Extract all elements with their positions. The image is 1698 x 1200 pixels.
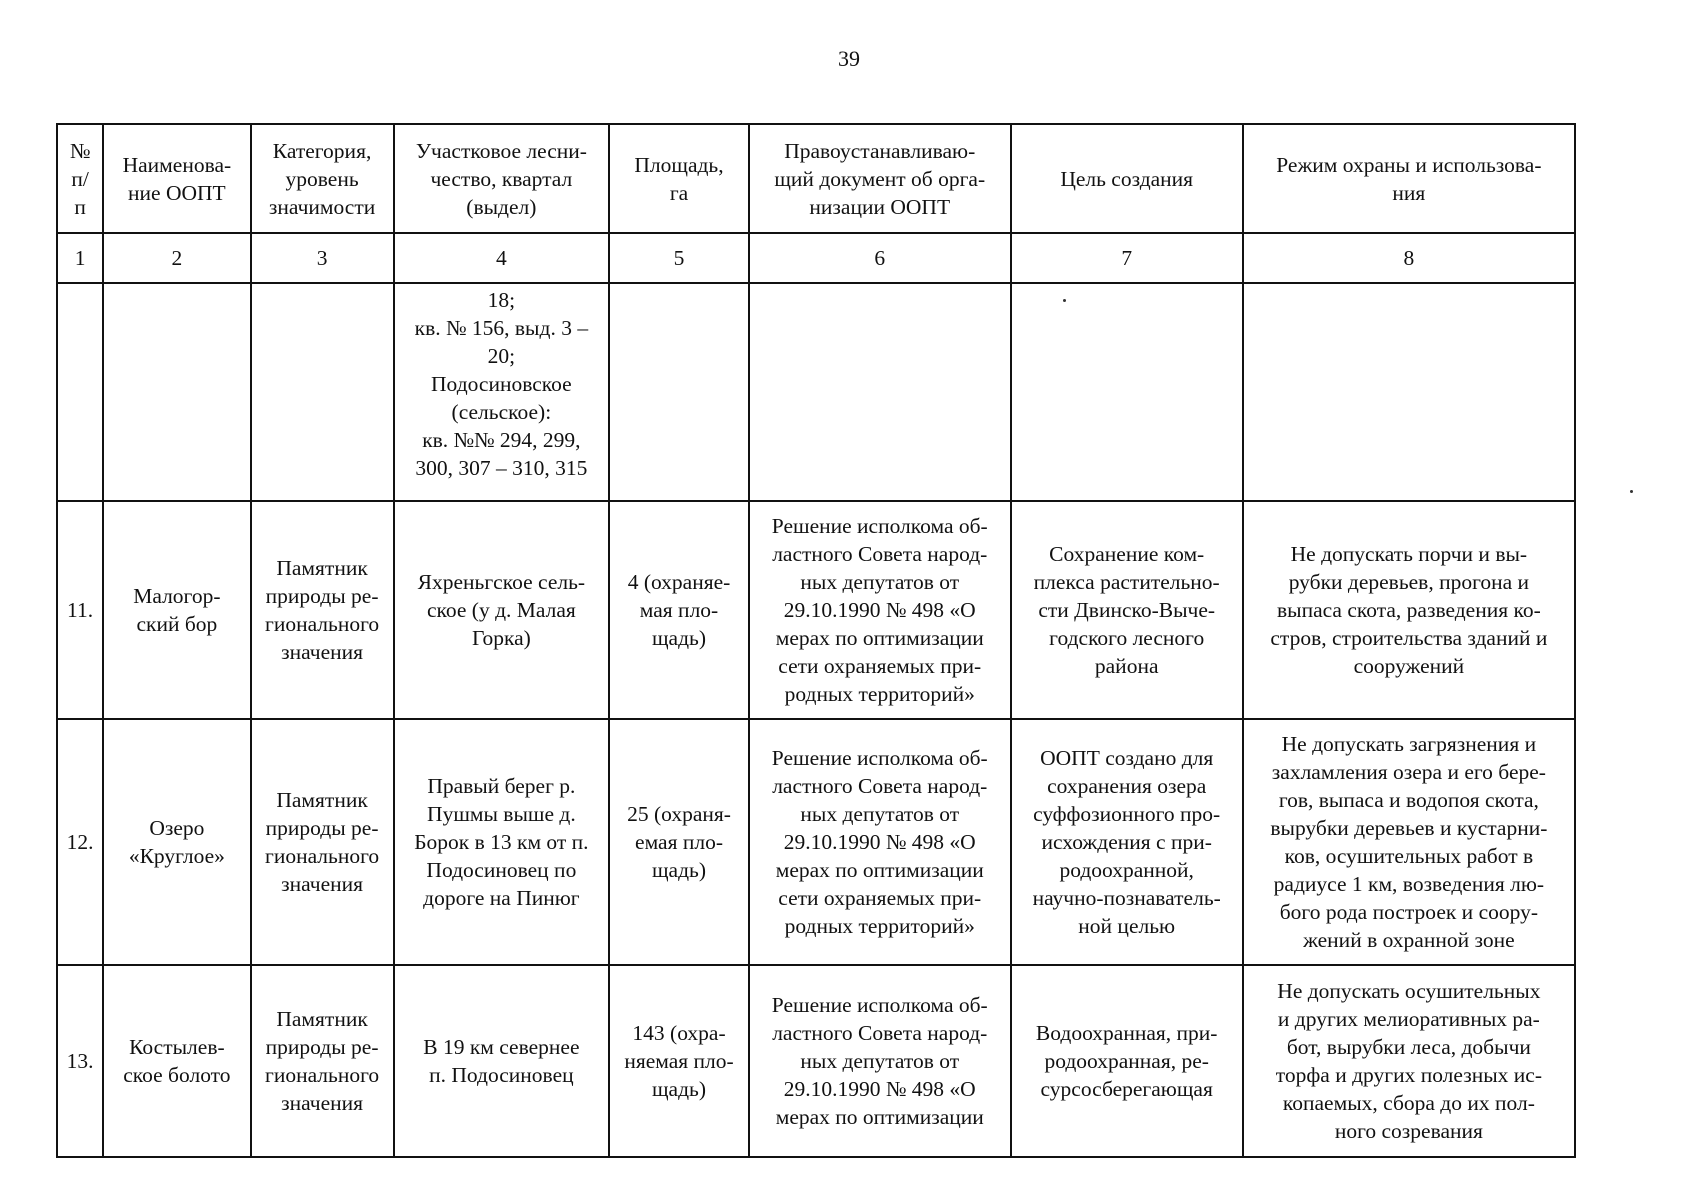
column-number-cell: 5 — [609, 233, 749, 283]
table-header-row — [57, 124, 1575, 233]
table-cell-name: Малогор- ский бор — [103, 501, 250, 719]
page-number: 39 — [838, 46, 860, 71]
header-cell-purpose: Цель создания — [1011, 124, 1243, 233]
table-cell — [609, 283, 749, 501]
table-cell-forestry: В 19 км севернее п. Подосиновец — [394, 965, 610, 1157]
table-cell-number: 12. — [57, 719, 103, 965]
table-cell-forestry: 18; кв. № 156, выд. 3 – 20; Подосиновское (сельское): кв. №№ 294, 299, 300, 307 – 310, 315 — [394, 283, 610, 501]
column-number-cell: 2 — [103, 233, 250, 283]
table-row-continuation — [57, 283, 1575, 501]
table-cell-name: Костылев- ское болото — [103, 965, 250, 1157]
column-number-cell: 1 — [57, 233, 103, 283]
table-row — [57, 965, 1575, 1157]
header-cell-category: Категория, уровень значимости — [251, 124, 394, 233]
table-cell-forestry: Правый берег р. Пушмы выше д. Борок в 13 км от п. Подосиновец по дороге на Пинюг — [394, 719, 610, 965]
table-cell-document: Решение исполкома об- ластного Совета народ- ных депутатов от 29.10.1990 № 498 «О мерах по оптимизации сети охраняемых при- родных территорий» — [749, 719, 1011, 965]
header-cell-name: Наименова- ние ООПТ — [103, 124, 250, 233]
table-cell-category: Памятник природы ре- гионального значения — [251, 719, 394, 965]
header-cell-number: № п/ п — [57, 124, 103, 233]
table-cell-number: 11. — [57, 501, 103, 719]
table-row — [57, 501, 1575, 719]
oopt-table — [56, 123, 1576, 1158]
scan-speck — [1630, 490, 1633, 493]
column-number-cell: 8 — [1243, 233, 1575, 283]
table-cell-area: 4 (охраняе- мая пло- щадь) — [609, 501, 749, 719]
header-cell-regime: Режим охраны и использова- ния — [1243, 124, 1575, 233]
header-cell-area: Площадь, га — [609, 124, 749, 233]
table-cell — [57, 283, 103, 501]
table-cell-document: Решение исполкома об- ластного Совета народ- ных депутатов от 29.10.1990 № 498 «О мерах по оптимизации — [749, 965, 1011, 1157]
table-cell-category: Памятник природы ре- гионального значения — [251, 501, 394, 719]
table-cell-regime: Не допускать загрязнения и захламления озера и его бере- гов, выпаса и водопоя скота, вырубки деревьев и кустарни- ков, осушительных работ в радиусе 1 км, возведения лю- бого рода построек и соору- жений в охранной зоне — [1243, 719, 1575, 965]
table-cell-purpose: ООПТ создано для сохранения озера суффозионного про- исхождения с при- родоохранной, научно-познаватель- ной целью — [1011, 719, 1243, 965]
column-number-cell: 6 — [749, 233, 1011, 283]
table-cell-document: Решение исполкома об- ластного Совета народ- ных депутатов от 29.10.1990 № 498 «О мерах по оптимизации сети охраняемых при- родных территорий» — [749, 501, 1011, 719]
table-cell-regime: Не допускать порчи и вы- рубки деревьев, прогона и выпаса скота, разведения ко- стров, строительства зданий и сооружений — [1243, 501, 1575, 719]
column-numbers-row — [57, 233, 1575, 283]
table-cell-name: Озеро «Круглое» — [103, 719, 250, 965]
table-cell-forestry: Яхреньгское сель- ское (у д. Малая Горка) — [394, 501, 610, 719]
column-number-cell: 3 — [251, 233, 394, 283]
scan-speck — [1063, 299, 1066, 302]
table-cell — [103, 283, 250, 501]
table-cell — [251, 283, 394, 501]
table-row — [57, 719, 1575, 965]
table-cell-number: 13. — [57, 965, 103, 1157]
table-cell-area: 25 (охраня- емая пло- щадь) — [609, 719, 749, 965]
header-cell-document: Правоустанавливаю- щий документ об орга- низации ООПТ — [749, 124, 1011, 233]
column-number-cell: 7 — [1011, 233, 1243, 283]
header-cell-forestry: Участковое лесни- чество, квартал (выдел) — [394, 124, 610, 233]
table-cell — [1011, 283, 1243, 501]
table-cell-purpose: Водоохранная, при- родоохранная, ре- сурсосберегающая — [1011, 965, 1243, 1157]
column-number-cell: 4 — [394, 233, 610, 283]
table-cell-purpose: Сохранение ком- плекса растительно- сти Двинско-Выче- годского лесного района — [1011, 501, 1243, 719]
table-cell-regime: Не допускать осушительных и других мелиоративных ра- бот, вырубки леса, добычи торфа и других полезных ис- копаемых, сбора до их пол- ного созревания — [1243, 965, 1575, 1157]
table-cell — [749, 283, 1011, 501]
table-cell-category: Памятник природы ре- гионального значения — [251, 965, 394, 1157]
table-cell-area: 143 (охра- няемая пло- щадь) — [609, 965, 749, 1157]
table-cell — [1243, 283, 1575, 501]
